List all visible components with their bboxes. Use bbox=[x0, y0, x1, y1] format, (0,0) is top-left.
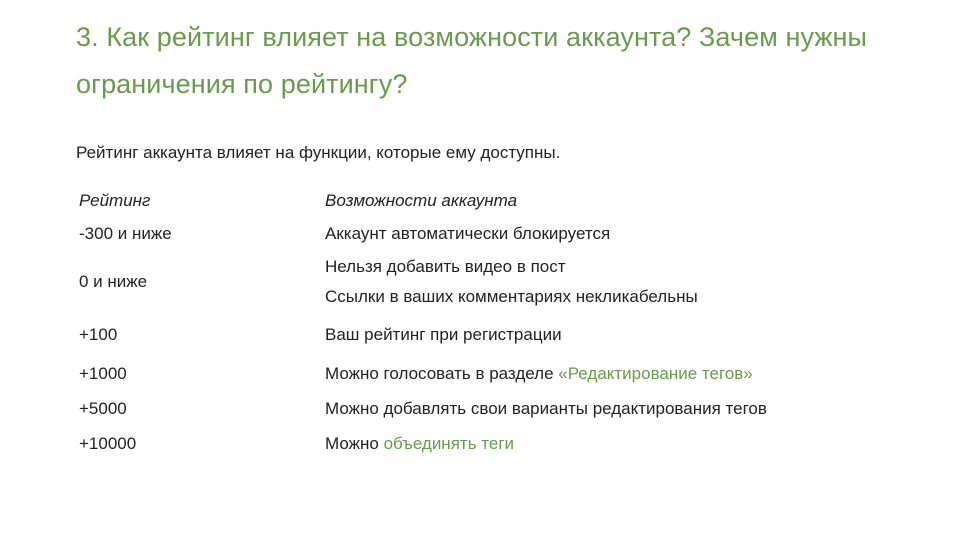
rating-table bbox=[79, 185, 767, 461]
rating-value: +100 bbox=[79, 325, 118, 344]
ability-text: Можно голосовать в разделе bbox=[325, 364, 559, 383]
ability-cell bbox=[325, 357, 767, 391]
ability-text: Нельзя добавить видео в пост bbox=[325, 257, 566, 276]
table-header-row bbox=[79, 185, 767, 217]
merge-tags-link[interactable]: объединять теги bbox=[383, 433, 515, 453]
header-abilities: Возможности аккаунта bbox=[325, 191, 518, 210]
article-section bbox=[76, 14, 956, 461]
table-row bbox=[79, 251, 767, 313]
table-row bbox=[79, 357, 767, 391]
table-header bbox=[79, 185, 767, 217]
table-row bbox=[79, 313, 767, 357]
rating-value: -300 и ниже bbox=[79, 224, 172, 243]
ability-text: Можно добавлять свои варианты редактирования тегов bbox=[325, 398, 767, 418]
table-row bbox=[79, 391, 767, 426]
ability-text: Можно bbox=[325, 433, 384, 453]
intro-paragraph: Рейтинг аккаунта влияет на функции, которые ему доступны. bbox=[76, 143, 561, 162]
ability-cell bbox=[325, 251, 767, 313]
ability-text: Ссылки в ваших комментариях некликабельны bbox=[325, 287, 698, 306]
rating-value: +1000 bbox=[79, 364, 127, 383]
ability-text: Аккаунт автоматически блокируется bbox=[325, 224, 611, 243]
header-rating: Рейтинг bbox=[79, 191, 151, 210]
ability-text: Ваш рейтинг при регистрации bbox=[325, 325, 562, 344]
tag-editing-link[interactable]: «Редактирование тегов» bbox=[558, 364, 753, 383]
rating-value: +10000 bbox=[79, 433, 137, 453]
section-title: 3. Как рейтинг влияет на возможности аккаунта? Зачем нужны ограничения по рейтингу? bbox=[76, 22, 868, 99]
table-row bbox=[79, 426, 767, 461]
table-body bbox=[79, 217, 767, 461]
rating-value: +5000 bbox=[79, 398, 127, 418]
rating-value: 0 и ниже bbox=[79, 272, 148, 291]
ability-cell bbox=[325, 426, 767, 461]
table-row bbox=[79, 217, 767, 251]
